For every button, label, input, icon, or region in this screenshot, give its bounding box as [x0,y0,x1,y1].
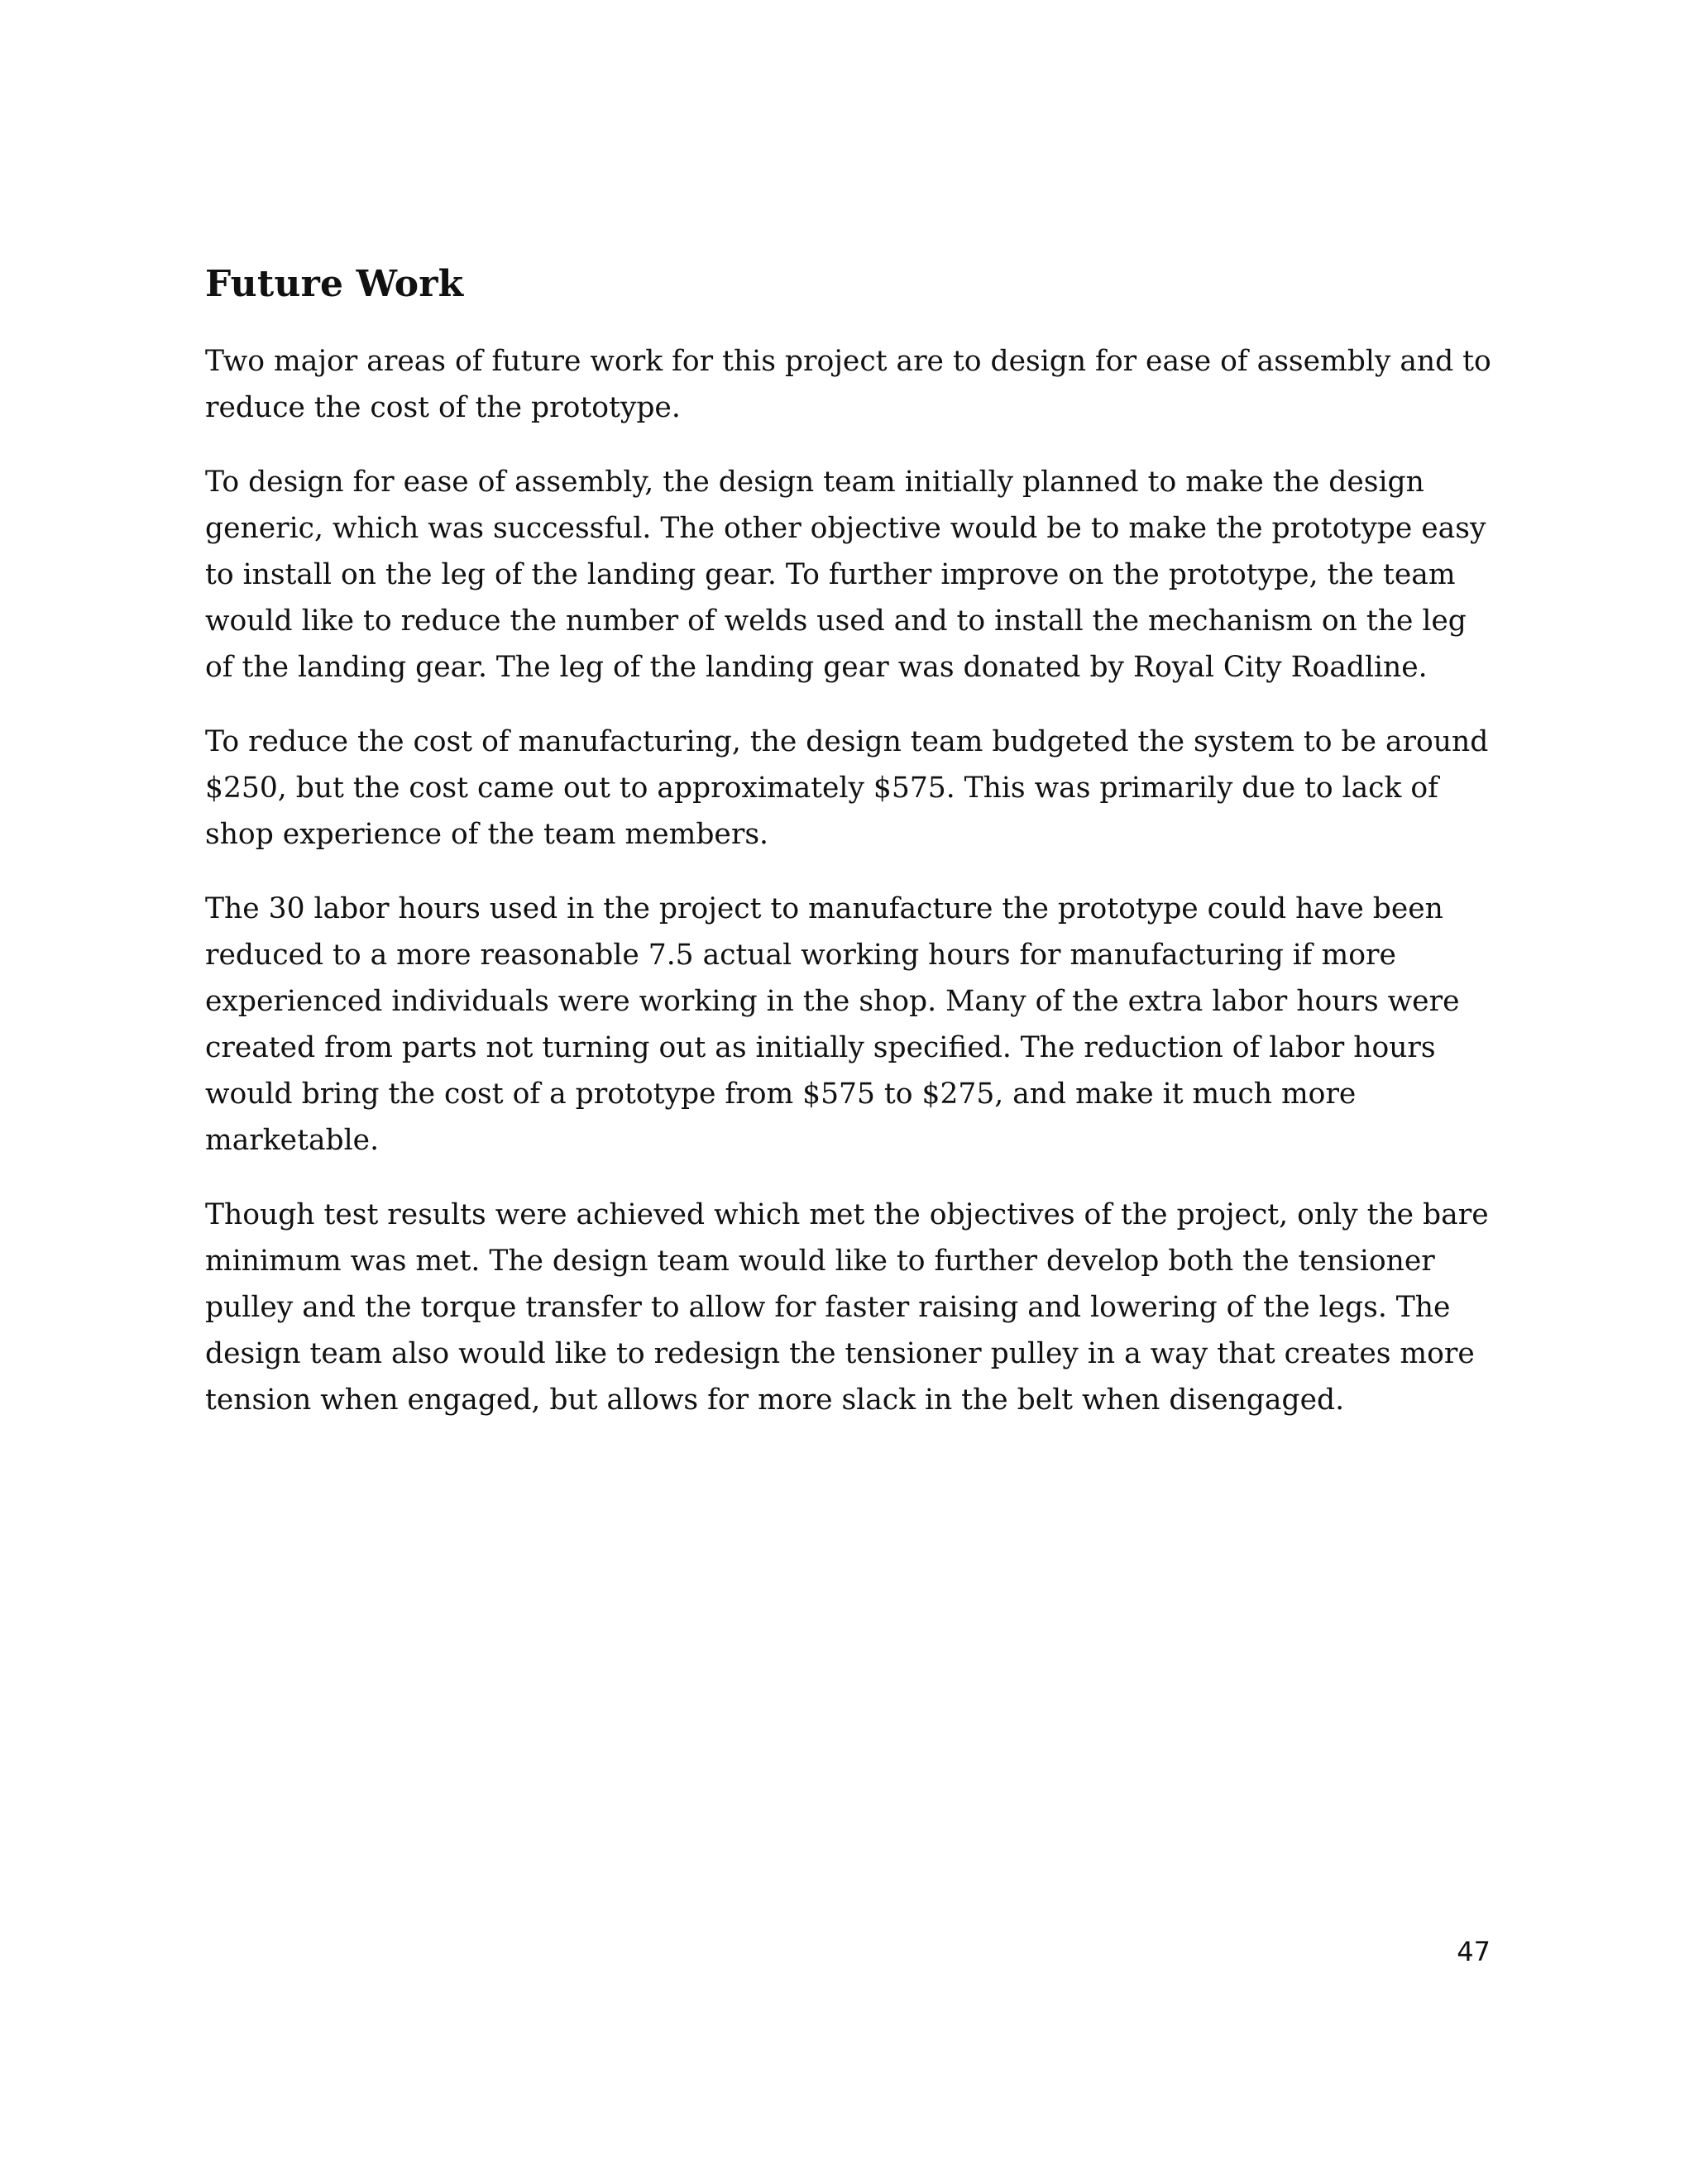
paragraph-ease-of-assembly: To design for ease of assembly, the design team initially planned to make the design generic, which was successful. The other objective would be to make the prototype easy to install on the leg of the landing gear. To further improve on the prototype, the team would like to reduce the number of welds used and to install the mechanism on the leg of the landing gear. The leg of the landing gear was donated by Royal City Roadline. [205,465,1486,684]
section-heading: Future Work [205,263,464,305]
page-number: 47 [1457,1936,1491,1967]
paragraph-cost-reduction: To reduce the cost of manufacturing, the design team budgeted the system to be around $250, but the cost came out to approximately $575. This was primarily due to lack of shop experience of the team members. [205,724,1489,851]
paragraph-intro: Two major areas of future work for this project are to design for ease of assembly and to reduce the cost of the prototype. [205,344,1491,424]
page-content [205,263,1495,1451]
paragraph-test-results: Though test results were achieved which met the objectives of the project, only the bare minimum was met. The design team would like to further develop both the tensioner pulley and the torque transfer to allow for faster raising and lowering of the legs. The design team also would like to redesign the tensioner pulley in a way that creates more tension when engaged, but allows for more slack in the belt when disengaged. [205,1197,1489,1417]
paragraph-labor-hours: The 30 labor hours used in the project to manufacture the prototype could have been reduced to a more reasonable 7.5 actual working hours for manufacturing if more experienced individuals were working in the shop. Many of the extra labor hours were created from parts not turning out as initially specified. The reduction of labor hours would bring the cost of a prototype from $575 to $275, and make it much more marketable. [205,891,1460,1157]
